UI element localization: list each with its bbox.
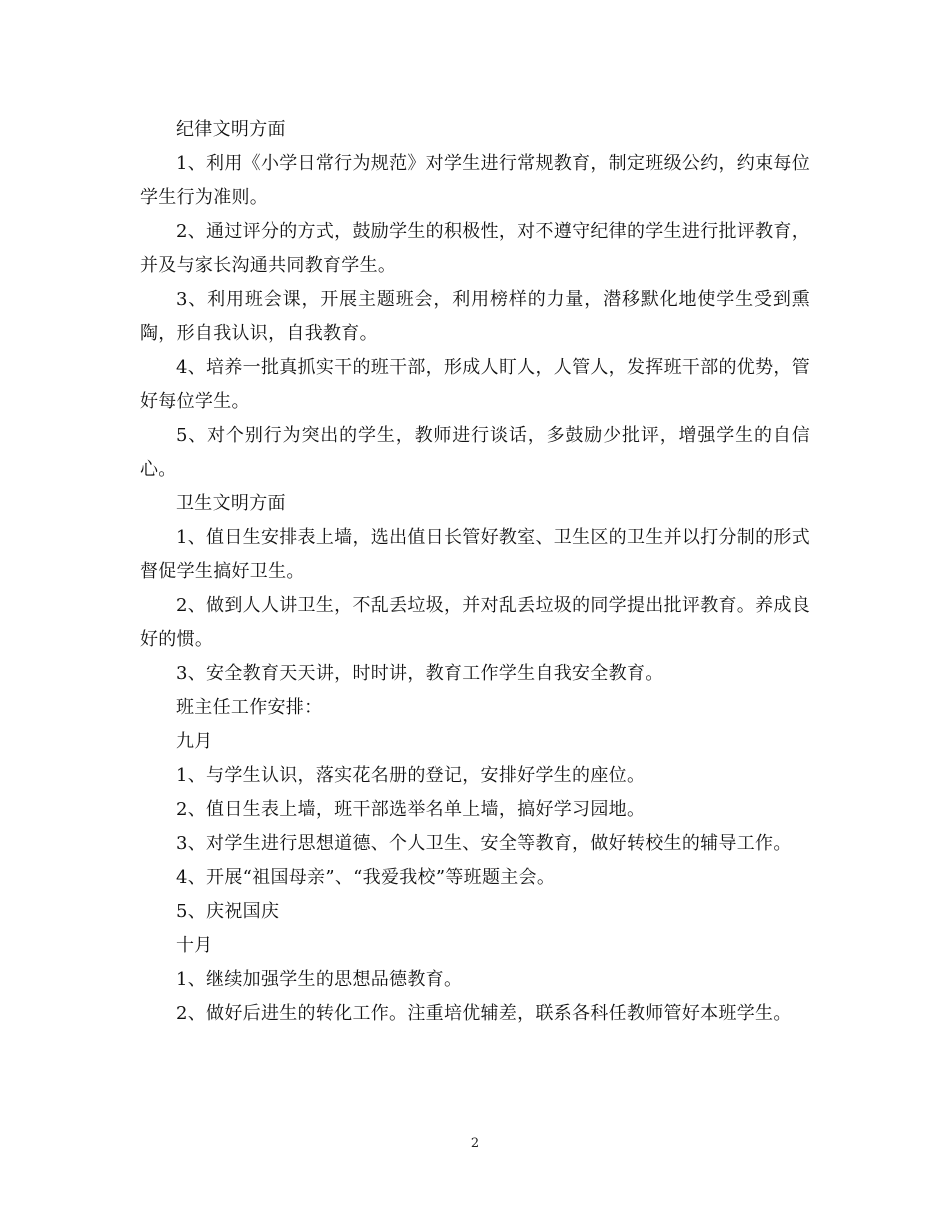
hygiene-item-2: 2、做到人人讲卫生，不乱丢垃圾，并对乱丢垃圾的同学提出批评教育。养成良好的惯。 — [140, 595, 810, 650]
hygiene-item-1: 1、值日生安排表上墙，选出值日长管好教室、卫生区的卫生并以打分制的形式督促学生搞好卫生。 — [140, 527, 810, 582]
discipline-item-5: 5、对个别行为突出的学生，教师进行谈话，多鼓励少批评，增强学生的自信心。 — [140, 425, 810, 480]
discipline-item-2: 2、通过评分的方式，鼓励学生的积极性，对不遵守纪律的学生进行批评教育，并及与家长沟通共同教育学生。 — [140, 221, 810, 276]
discipline-item-3: 3、利用班会课，开展主题班会，利用榜样的力量，潜移默化地使学生受到熏陶，形自我认识，自我教育。 — [140, 289, 810, 344]
discipline-item-1: 1、利用《小学日常行为规范》对学生进行常规教育，制定班级公约，约束每位学生行为准则。 — [140, 153, 810, 208]
hygiene-item-3: 3、安全教育天天讲，时时讲，教育工作学生自我安全教育。 — [176, 663, 664, 684]
september-item-2: 2、值日生表上墙，班干部选举名单上墙，搞好学习园地。 — [176, 799, 646, 820]
october-item-1: 1、继续加强学生的思想品德教育。 — [176, 969, 463, 990]
heading-discipline: 纪律文明方面 — [176, 119, 286, 140]
september-item-3: 3、对学生进行思想道德、个人卫生、安全等教育，做好转校生的辅导工作。 — [176, 833, 792, 854]
heading-october: 十月 — [176, 935, 213, 956]
september-item-4: 4、开展“祖国母亲”、“我爱我校”等班题主会。 — [176, 867, 556, 888]
page-number: 2 — [470, 1136, 480, 1151]
body-text — [140, 113, 810, 1031]
heading-hygiene: 卫生文明方面 — [176, 493, 286, 514]
discipline-item-4: 4、培养一批真抓实干的班干部，形成人盯人，人管人，发挥班干部的优势，管好每位学生。 — [140, 357, 810, 412]
september-item-1: 1、与学生认识，落实花名册的登记，安排好学生的座位。 — [176, 765, 646, 786]
october-item-2: 2、做好后进生的转化工作。注重培优辅差，联系各科任教师管好本班学生。 — [176, 1003, 792, 1024]
heading-schedule: 班主任工作安排： — [176, 697, 323, 718]
heading-september: 九月 — [176, 731, 213, 752]
september-item-5: 5、庆祝国庆 — [176, 901, 280, 922]
